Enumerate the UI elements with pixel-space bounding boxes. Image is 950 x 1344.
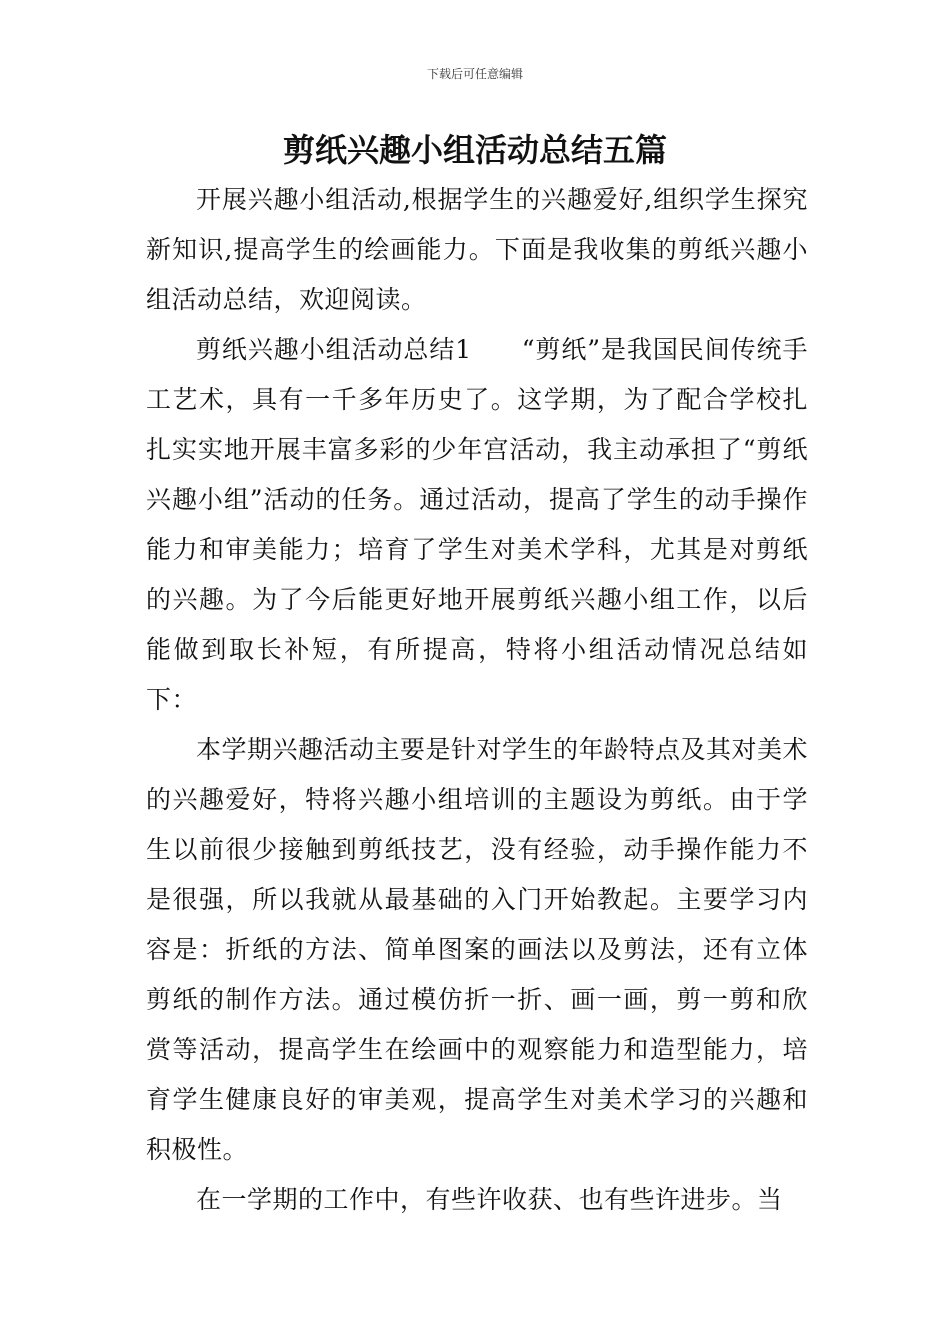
document-body [146, 175, 808, 1225]
section1-text: “剪纸”是我国民间传统手工艺术，具有一千多年历史了。这学期，为了配合学校扎扎实实地开展丰富多彩的少年宫活动，我主动承担了“剪纸兴趣小组”活动的任务。通过活动，提高了学生的动手操作能力和审美能力；培育了学生对美术学科，尤其是对剪纸的兴趣。为了今后能更好地开展剪纸兴趣小组工作，以后能做到取长补短，有所提高，特将小组活动情况总结如下： [146, 335, 808, 714]
section1-heading: 剪纸兴趣小组活动总结1 [196, 335, 472, 364]
intro-paragraph: 开展兴趣小组活动,根据学生的兴趣爱好,组织学生探究新知识,提高学生的绘画能力。下面是我收集的剪纸兴趣小组活动总结，欢迎阅读。 [146, 185, 808, 314]
content-paragraph: 本学期兴趣活动主要是针对学生的年龄特点及其对美术的兴趣爱好，特将兴趣小组培训的主题设为剪纸。由于学生以前很少接触到剪纸技艺，没有经验，动手操作能力不是很强，所以我就从最基础的入门开始教起。主要学习内容是：折纸的方法、简单图案的画法以及剪法，还有立体剪纸的制作方法。通过模仿折一折、画一画，剪一剪和欣赏等活动，提高学生在绘画中的观察能力和造型能力，培育学生健康良好的审美观，提高学生对美术学习的兴趣和积极性。 [146, 735, 809, 1164]
summary-paragraph: 在一学期的工作中，有些许收获、也有些许进步。当 [196, 1185, 783, 1214]
document-title: 剪纸兴趣小组活动总结五篇 [282, 131, 667, 169]
section1-paragraph [146, 325, 808, 725]
page-header-note: 下载后可任意编辑 [426, 67, 523, 81]
